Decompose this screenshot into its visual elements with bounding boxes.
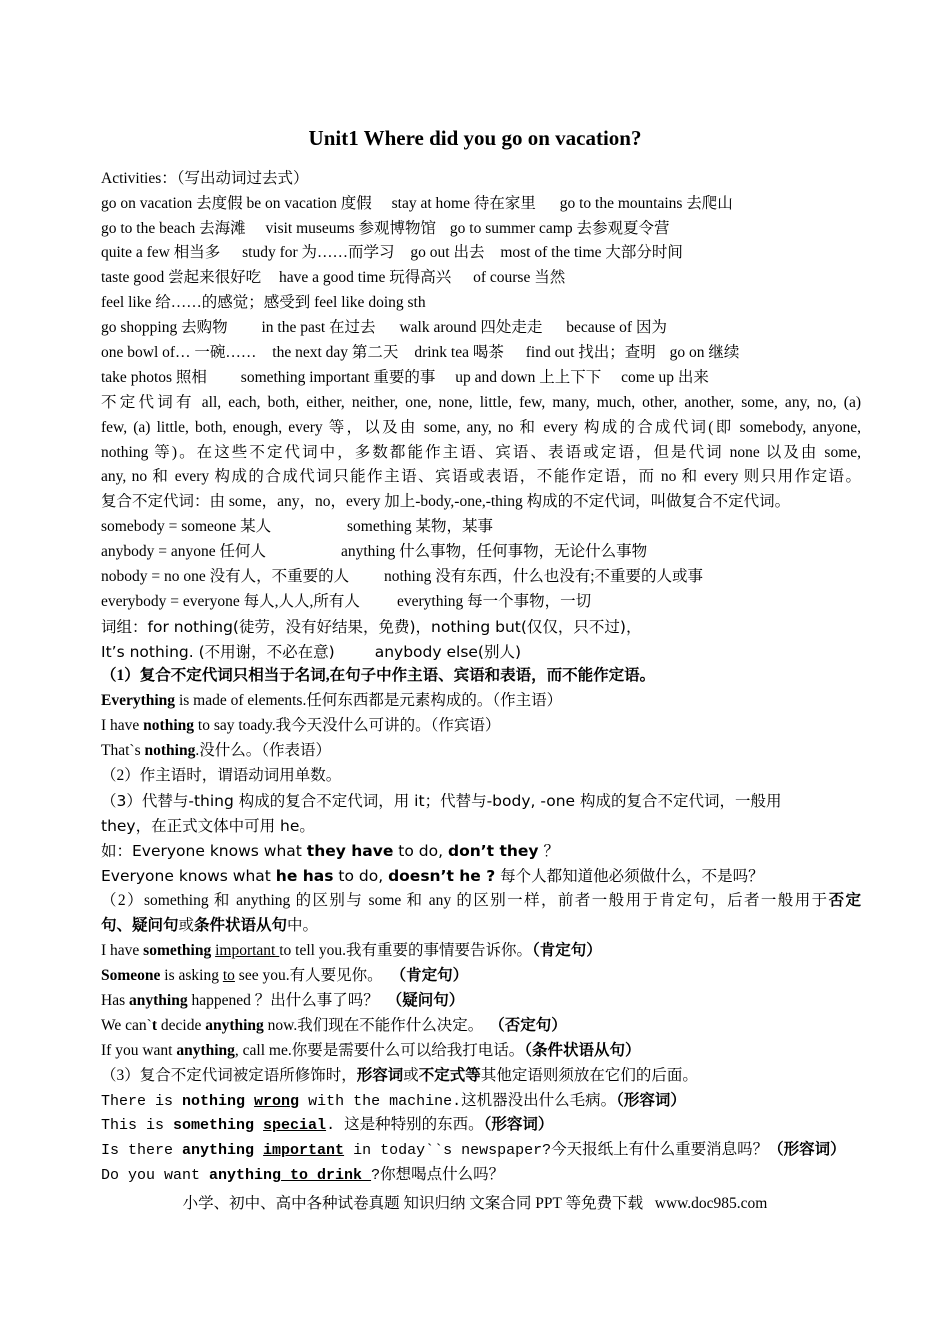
compound-definition: 复合不定代词：由 some，any，no，every 加上-body,-one,-thing 构成的不定代词，叫做复合不定代词。 [101, 493, 791, 510]
underlined-word: to drink [281, 1167, 372, 1184]
keyword: anything [205, 1017, 264, 1034]
sentence-type-tag: （疑问句） [386, 992, 465, 1009]
phrase-item: of course 当然 [473, 269, 566, 286]
compound-term: everything 每一个事物，一切 [397, 593, 592, 610]
sentence-text: now.我们现在不能作什么决定。 [263, 1017, 484, 1034]
activities-header: Activities：（写出动词过去式） [101, 170, 309, 187]
sentence-text: to do, [393, 842, 448, 860]
keyword: don’t they [447, 842, 539, 860]
paragraph-line: nothing 等)。在这些不定代词中，多数都能作主语、宾语、表语或定语，但是代词 none 以及由 some, [101, 444, 861, 461]
example-sentence [101, 966, 861, 986]
keyword: anything [209, 1167, 282, 1184]
keyword: anything [128, 992, 188, 1009]
keyword: t [151, 1017, 157, 1034]
sentence-text: That`s [101, 742, 145, 759]
sentence-text: 每个人都知道他必须做什么，不是吗？ [495, 867, 764, 885]
sentence-type-tag: （形容词） [616, 1092, 686, 1109]
phrase-group-line [101, 642, 861, 662]
compound-pair-row [101, 542, 861, 562]
sentence-text: We can` [101, 1017, 152, 1034]
paragraph-line: any, no 和 every 构成的合成代词只能作主语、宾语或表语，不能作定语，而 no 和 every 则只用作定语。 [101, 468, 861, 485]
phrase-row [101, 194, 861, 214]
sentence-text: （3）复合不定代词被定语所修饰时， [101, 1067, 357, 1084]
compound-pair-row [101, 567, 861, 587]
phrase-item: come up 出来 [621, 369, 709, 386]
phrase-row [101, 293, 861, 313]
sentence-text: ? [371, 1167, 381, 1184]
sentence-text: Do you want [101, 1167, 210, 1184]
phrase-item: taste good 尝起来很好吃 [101, 269, 262, 286]
keyword: nothing [143, 717, 195, 734]
compound-term: everybody = everyone 每人,人人,所有人 [101, 593, 360, 610]
compound-term: anybody = anyone 任何人 [101, 543, 267, 560]
sentence-text: in today``s newspaper? [344, 1142, 552, 1159]
sentence-type-tag: （否定句） [489, 1017, 567, 1034]
phrase-item: go on 继续 [669, 344, 740, 361]
phrase-item: find out 找出；查明 [525, 344, 656, 361]
sentence-text: Has [101, 992, 129, 1009]
keyword: 形容词 [356, 1067, 404, 1084]
underlined-word: important [215, 942, 280, 959]
sentence-text [254, 1117, 263, 1134]
phrase-row [101, 343, 861, 363]
sentence-text: 或 [178, 917, 195, 934]
sentence-text: .没什么。（作表语） [195, 742, 331, 759]
sentence-text: . [326, 1117, 345, 1134]
compound-term: something 某物，某事 [347, 518, 493, 535]
keyword: nothing [144, 742, 196, 759]
sentence-text: is asking [160, 967, 223, 984]
example-sentence [101, 1165, 861, 1186]
keyword: Everything [101, 692, 176, 709]
page-title: Unit1 Where did you go on vacation? [308, 126, 642, 150]
example-sentence [101, 1140, 861, 1161]
rule-heading: （1）复合不定代词只相当于名词,在句子中作主语、宾语和表语，而不能作定语。 [101, 667, 656, 684]
sentence-text: Is there [101, 1142, 183, 1159]
keyword: 否定 [828, 892, 861, 909]
sentence-text: （2）something 和 anything 的区别与 some 和 any 的区别一样，前者一般用于肯定句，后者一般用于 [101, 892, 829, 909]
translation-text: 这机器没出什么毛病。 [461, 1092, 617, 1109]
compound-term: somebody = someone 某人 [101, 518, 272, 535]
phrase-item: go shopping 去购物 [101, 319, 228, 336]
phrase-item: visit museums 参观博物馆 [265, 220, 437, 237]
phrase-row [101, 268, 861, 288]
underlined-word: to [222, 967, 235, 984]
sentence-text [245, 1093, 254, 1110]
phrase-item: something important 重要的事 [240, 369, 436, 386]
phrase-item: go to the beach 去海滩 [101, 220, 246, 237]
rule-line [101, 916, 861, 936]
compound-term: anything 什么事物，任何事物，无论什么事物 [341, 543, 648, 560]
phrase-item: one bowl of… 一碗…… [101, 344, 257, 361]
sentence-text: to say toady.我今天没什么可讲的。（作宾语） [194, 717, 501, 734]
sentence-type-tag: （肯定句） [531, 942, 602, 959]
sentence-text: Everyone knows what [101, 867, 276, 885]
sentence-text: This is [101, 1117, 174, 1134]
sentence-text: to tell you.我有重要的事情要告诉你。 [279, 942, 532, 959]
rule-line: （3）代替与-thing 构成的复合不定代词，用 it；代替与-body, -one 构成的复合不定代词，一般用 [101, 792, 782, 810]
phrase-item: because of 因为 [566, 319, 667, 336]
rule-line: they，在正式文体中可用 he。 [101, 817, 315, 835]
keyword: something [173, 1117, 255, 1134]
paragraph-line: few, (a) little, both, enough, every 等，以及由 some, any, no 和 every 构成的合成代词(即 somebody, anyone, [101, 419, 861, 436]
example-sentence [101, 691, 861, 711]
example-sentence [101, 1016, 861, 1036]
sentence-text: 如：Everyone knows what [101, 842, 307, 860]
phrase-group-item: anybody else(别人) [374, 643, 522, 661]
example-sentence [101, 1041, 861, 1061]
keyword: 条件状语从句 [194, 917, 288, 934]
sentence-text: is made of elements.任何东西都是元素构成的。（作主语） [175, 692, 563, 709]
rule-line: （2）作主语时，谓语动词用单数。 [101, 767, 342, 784]
translation-text: 这是种特别的东西。 [344, 1116, 484, 1133]
keyword: they have [306, 842, 394, 860]
phrase-item: feel like 给……的感觉；感受到 feel like doing sth [101, 294, 426, 311]
keyword: something [143, 942, 212, 959]
keyword: he has [275, 867, 334, 885]
sentence-text: decide [157, 1017, 206, 1034]
tag-question-example [101, 866, 861, 886]
sentence-text: to do, [333, 867, 389, 885]
example-sentence [101, 941, 861, 961]
keyword: Someone [101, 967, 161, 984]
sentence-text: 中。 [287, 917, 319, 934]
translation-text: 你想喝点什么吗？ [380, 1166, 505, 1183]
keyword: anything [176, 1042, 235, 1059]
sentence-type-tag: （条件状语从句） [524, 1042, 641, 1059]
phrase-row [101, 243, 861, 263]
phrase-item: study for 为……而学习 [242, 244, 395, 261]
keyword: nothing [182, 1093, 246, 1110]
sentence-type-tag: （肯定句） [390, 967, 469, 984]
sentence-type-tag: （形容词） [768, 1141, 846, 1158]
phrase-group-item: It’s nothing. (不用谢，不必在意) [101, 643, 335, 661]
phrase-item: up and down 上上下下 [455, 369, 602, 386]
phrase-item: go to summer camp 去参观夏令营 [449, 220, 670, 237]
phrase-row [101, 368, 861, 388]
phrase-item: drink tea 喝茶 [414, 344, 504, 361]
rule-line [101, 1066, 861, 1086]
sentence-text: see you.有人要见你。 [234, 967, 383, 984]
sentence-text: I have [101, 942, 144, 959]
compound-pair-row [101, 592, 861, 612]
keyword: 句、疑问句 [101, 917, 179, 934]
phrase-item: most of the time 大部分时间 [500, 244, 683, 261]
sentence-text: with the machine. [299, 1093, 462, 1110]
compound-pair-row [101, 517, 861, 537]
compound-term: nothing 没有东西，什么也没有;不重要的人或事 [384, 568, 704, 585]
phrase-item: have a good time 玩得高兴 [279, 269, 452, 286]
example-sentence [101, 1091, 861, 1112]
phrase-item: quite a few 相当多 [101, 244, 221, 261]
underlined-word: important [263, 1142, 345, 1159]
sentence-text: happened ？出什么事了吗？ [187, 992, 379, 1009]
phrase-item: in the past 在过去 [261, 319, 376, 336]
sentence-text: I have [101, 717, 144, 734]
underlined-word: wrong [254, 1093, 300, 1110]
paragraph-line: 不定代词有 all, each, both, either, neither, one, none, little, few, many, much, other, another, some, any, no, (a) [101, 394, 861, 411]
example-sentence [101, 741, 861, 761]
phrase-item: take photos 照相 [101, 369, 207, 386]
page-footer: 小学、初中、高中各种试卷真题 知识归纳 文案合同 PPT 等免费下载 www.doc985.com [182, 1195, 768, 1212]
phrase-item: go to the mountains 去爬山 [559, 195, 733, 212]
compound-term: nobody = no one 没有人，不重要的人 [101, 568, 350, 585]
sentence-text: There is [101, 1093, 183, 1110]
underlined-word: special [263, 1117, 327, 1134]
phrase-group-line: 词组：for nothing(徒劳，没有好结果，免费)，nothing but(仅仅，只不过)， [101, 618, 642, 636]
phrase-item: the next day 第二天 [272, 344, 399, 361]
keyword: doesn’t he ? [388, 867, 496, 885]
translation-text: 今天报纸上有什么重要消息吗？ [551, 1141, 769, 1158]
phrase-item: go on vacation 去度假 be on vacation 度假 [101, 195, 372, 212]
example-sentence [101, 1115, 861, 1136]
phrase-row [101, 318, 861, 338]
sentence-text [254, 1142, 263, 1159]
keyword: 不定式等 [418, 1067, 481, 1084]
sentence-type-tag: （形容词） [483, 1116, 554, 1133]
tag-question-example [101, 841, 861, 861]
sentence-text: ？ [538, 842, 559, 860]
example-sentence [101, 991, 861, 1011]
sentence-text: 其他定语则须放在它们的后面。 [480, 1067, 698, 1084]
example-sentence [101, 716, 861, 736]
sentence-text: 或 [403, 1067, 419, 1084]
sentence-text: , call me.你要是需要什么可以给我打电话。 [234, 1042, 525, 1059]
phrase-item: stay at home 待在家里 [391, 195, 536, 212]
phrase-item: go out 出去 [410, 244, 485, 261]
keyword: anything [182, 1142, 255, 1159]
phrase-row [101, 219, 861, 239]
rule-line [101, 891, 861, 911]
sentence-text: If you want [101, 1042, 177, 1059]
phrase-item: walk around 四处走走 [399, 319, 543, 336]
